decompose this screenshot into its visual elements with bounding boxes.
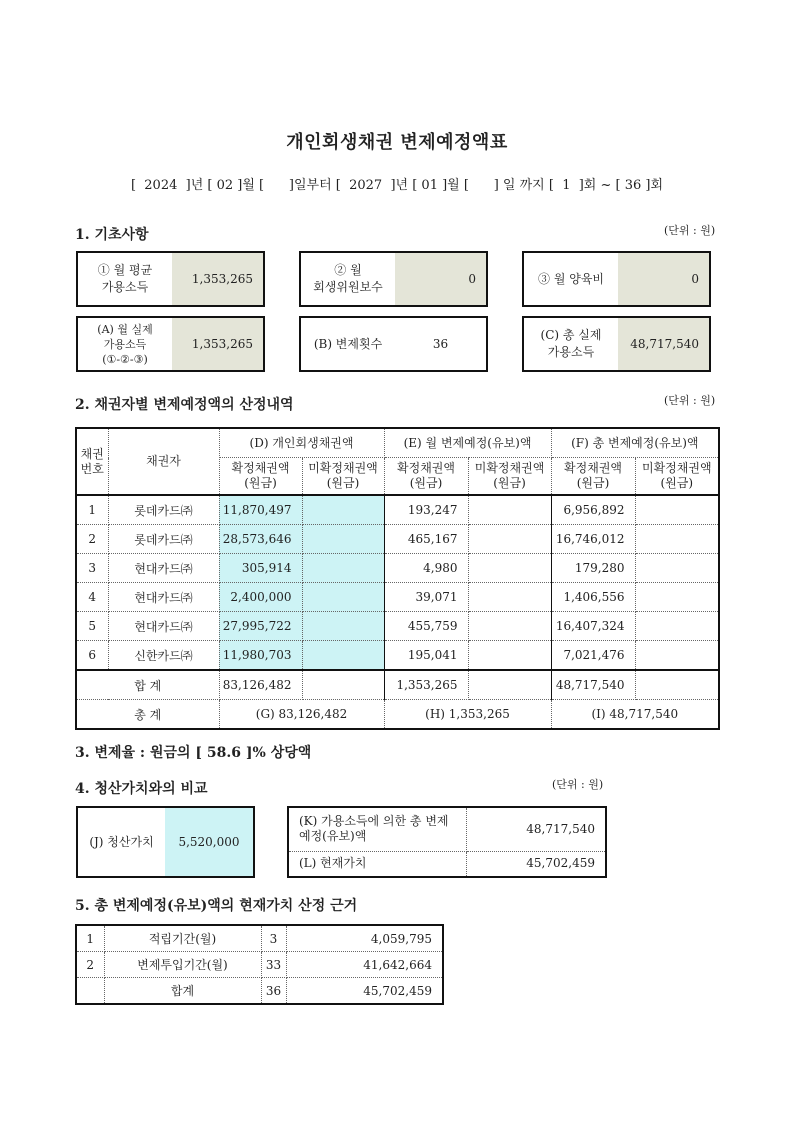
repayment-count-label: (B) 변제횟수 — [313, 336, 383, 351]
row-f-confirmed: 1,406,556 — [551, 583, 635, 612]
total-i: (I) 48,717,540 — [551, 700, 719, 730]
row-d-confirmed: 11,980,703 — [219, 641, 302, 671]
pv-row-months: 36 — [261, 978, 286, 1005]
row-e-unconfirmed — [468, 583, 551, 612]
subtotal-e: 1,353,265 — [384, 670, 468, 700]
row-e-unconfirmed — [468, 525, 551, 554]
liquidation-value-box — [76, 806, 255, 878]
l-label: (L) 현재가치 — [288, 851, 466, 877]
total-g: (G) 83,126,482 — [219, 700, 384, 730]
monthly-avg-income-label: ① 월 평균 가용소득 — [97, 263, 153, 294]
unit-label-4: (단위 : 원) — [552, 778, 604, 791]
col-header-no: 채권 번호 — [76, 428, 108, 495]
row-d-unconfirmed — [302, 612, 384, 641]
row-d-unconfirmed — [302, 641, 384, 671]
actual-income-label: (A) 월 실제 가용소득 (①-②-③) — [97, 322, 153, 366]
row-d-confirmed: 27,995,722 — [219, 612, 302, 641]
col-header-f: (F) 총 변제예정(유보)액 — [551, 428, 719, 458]
col-header-creditor: 채권자 — [108, 428, 219, 495]
row-f-confirmed: 179,280 — [551, 554, 635, 583]
row-f-confirmed: 7,021,476 — [551, 641, 635, 671]
pv-row-label: 합계 — [104, 978, 261, 1005]
row-creditor: 신한카드㈜ — [108, 641, 219, 671]
liquidation-value-label: (J) 청산가치 — [89, 834, 154, 849]
pv-row-label: 변제투입기간(월) — [104, 952, 261, 978]
row-creditor: 현대카드㈜ — [108, 612, 219, 641]
subtotal-d-blank — [302, 670, 384, 700]
table-row — [76, 583, 719, 612]
pv-row-no: 2 — [76, 952, 104, 978]
total-row — [76, 700, 719, 730]
row-d-unconfirmed — [302, 554, 384, 583]
row-e-unconfirmed — [468, 612, 551, 641]
total-income-box — [522, 316, 711, 372]
row-d-unconfirmed — [302, 583, 384, 612]
row-no: 3 — [76, 554, 108, 583]
row-f-unconfirmed — [635, 495, 719, 525]
k-label: (K) 가용소득에 의한 총 변제예정(유보)액 — [288, 807, 466, 851]
table-row — [76, 495, 719, 525]
table-row — [76, 641, 719, 671]
row-e-confirmed: 195,041 — [384, 641, 468, 671]
row-d-confirmed: 305,914 — [219, 554, 302, 583]
pv-row-months: 3 — [261, 925, 286, 952]
pv-row-amount: 45,702,459 — [286, 978, 443, 1005]
col-header-e-confirmed: 확정채권액 (원금) — [384, 458, 468, 496]
table-row — [76, 612, 719, 641]
row-f-confirmed: 16,407,324 — [551, 612, 635, 641]
row-creditor: 롯데카드㈜ — [108, 525, 219, 554]
table-row — [76, 925, 443, 952]
row-e-confirmed: 455,759 — [384, 612, 468, 641]
col-header-d: (D) 개인회생채권액 — [219, 428, 384, 458]
row-e-confirmed: 4,980 — [384, 554, 468, 583]
total-income-value: 48,717,540 — [618, 318, 709, 370]
col-header-f-unconfirmed: 미확정채권액 (원금) — [635, 458, 719, 496]
present-value-table — [75, 924, 444, 1005]
row-f-confirmed: 16,746,012 — [551, 525, 635, 554]
pv-row-no — [76, 978, 104, 1005]
row-no: 2 — [76, 525, 108, 554]
row-e-confirmed: 465,167 — [384, 525, 468, 554]
total-income-label: (C) 총 실제 가용소득 — [540, 328, 602, 359]
k-value: 48,717,540 — [466, 807, 606, 851]
col-header-f-confirmed: 확정채권액 (원금) — [551, 458, 635, 496]
row-creditor: 롯데카드㈜ — [108, 495, 219, 525]
row-e-confirmed: 193,247 — [384, 495, 468, 525]
section3-heading: 3. 변제율 : 원금의 [ 58.6 ]% 상당액 — [75, 745, 312, 761]
row-f-confirmed: 6,956,892 — [551, 495, 635, 525]
actual-income-box — [76, 316, 265, 372]
row-f-unconfirmed — [635, 612, 719, 641]
section5-heading: 5. 총 변제예정(유보)액의 현재가치 산정 근거 — [75, 898, 358, 914]
row-creditor: 현대카드㈜ — [108, 554, 219, 583]
repayment-period: [ 2024 ]년 [ 02 ]월 [ ]일부터 [ 2027 ]년 [ 01 ]월 [ ] 일 까지 [ 1 ]회 ~ [ 36 ]회 — [130, 178, 664, 193]
pv-row-no: 1 — [76, 925, 104, 952]
table-row — [76, 978, 443, 1005]
monthly-avg-income-value: 1,353,265 — [172, 253, 263, 305]
row-d-unconfirmed — [302, 495, 384, 525]
pv-row-amount: 4,059,795 — [286, 925, 443, 952]
subtotal-d: 83,126,482 — [219, 670, 302, 700]
row-d-confirmed: 28,573,646 — [219, 525, 302, 554]
row-e-unconfirmed — [468, 495, 551, 525]
trustee-fee-label: ② 월 회생위원보수 — [313, 263, 383, 294]
row-f-unconfirmed — [635, 641, 719, 671]
row-d-unconfirmed — [302, 525, 384, 554]
subtotal-f-blank — [635, 670, 719, 700]
row-f-unconfirmed — [635, 583, 719, 612]
row-no: 1 — [76, 495, 108, 525]
child-support-label: ③ 월 양육비 — [538, 271, 604, 286]
total-h: (H) 1,353,265 — [384, 700, 551, 730]
row-e-unconfirmed — [468, 554, 551, 583]
pv-row-label: 적립기간(월) — [104, 925, 261, 952]
section4-heading: 4. 청산가치와의 비교 — [75, 781, 208, 797]
repayment-count-value: 36 — [395, 318, 486, 370]
row-no: 4 — [76, 583, 108, 612]
child-support-value: 0 — [618, 253, 709, 305]
subtotal-label: 합 계 — [76, 670, 219, 700]
row-creditor: 현대카드㈜ — [108, 583, 219, 612]
page-title: 개인회생채권 변제예정액표 — [286, 132, 508, 153]
col-header-d-unconfirmed: 미확정채권액 (원금) — [302, 458, 384, 496]
section2-heading: 2. 채권자별 변제예정액의 산정내역 — [75, 397, 294, 413]
trustee-fee-box — [299, 251, 488, 307]
row-f-unconfirmed — [635, 554, 719, 583]
row-no: 5 — [76, 612, 108, 641]
col-header-e: (E) 월 변제예정(유보)액 — [384, 428, 551, 458]
monthly-avg-income-box — [76, 251, 265, 307]
table-row — [76, 554, 719, 583]
subtotal-e-blank — [468, 670, 551, 700]
table-row — [76, 952, 443, 978]
child-support-box — [522, 251, 711, 307]
subtotal-row — [76, 670, 719, 700]
repayment-count-box — [299, 316, 488, 372]
pv-row-amount: 41,642,664 — [286, 952, 443, 978]
row-e-confirmed: 39,071 — [384, 583, 468, 612]
row-e-unconfirmed — [468, 641, 551, 671]
row-f-unconfirmed — [635, 525, 719, 554]
table-row — [76, 525, 719, 554]
col-header-d-confirmed: 확정채권액 (원금) — [219, 458, 302, 496]
col-header-e-unconfirmed: 미확정채권액 (원금) — [468, 458, 551, 496]
l-value: 45,702,459 — [466, 851, 606, 877]
trustee-fee-value: 0 — [395, 253, 486, 305]
row-d-confirmed: 2,400,000 — [219, 583, 302, 612]
liquidation-value: 5,520,000 — [165, 808, 253, 876]
total-label: 총 계 — [76, 700, 219, 730]
row-no: 6 — [76, 641, 108, 671]
unit-label-2: (단위 : 원) — [664, 394, 716, 407]
actual-income-value: 1,353,265 — [172, 318, 263, 370]
creditor-table — [75, 427, 720, 730]
comparison-table — [287, 806, 607, 878]
unit-label-1: (단위 : 원) — [664, 224, 716, 237]
row-d-confirmed: 11,870,497 — [219, 495, 302, 525]
pv-row-months: 33 — [261, 952, 286, 978]
section1-heading: 1. 기초사항 — [75, 227, 149, 243]
subtotal-f: 48,717,540 — [551, 670, 635, 700]
